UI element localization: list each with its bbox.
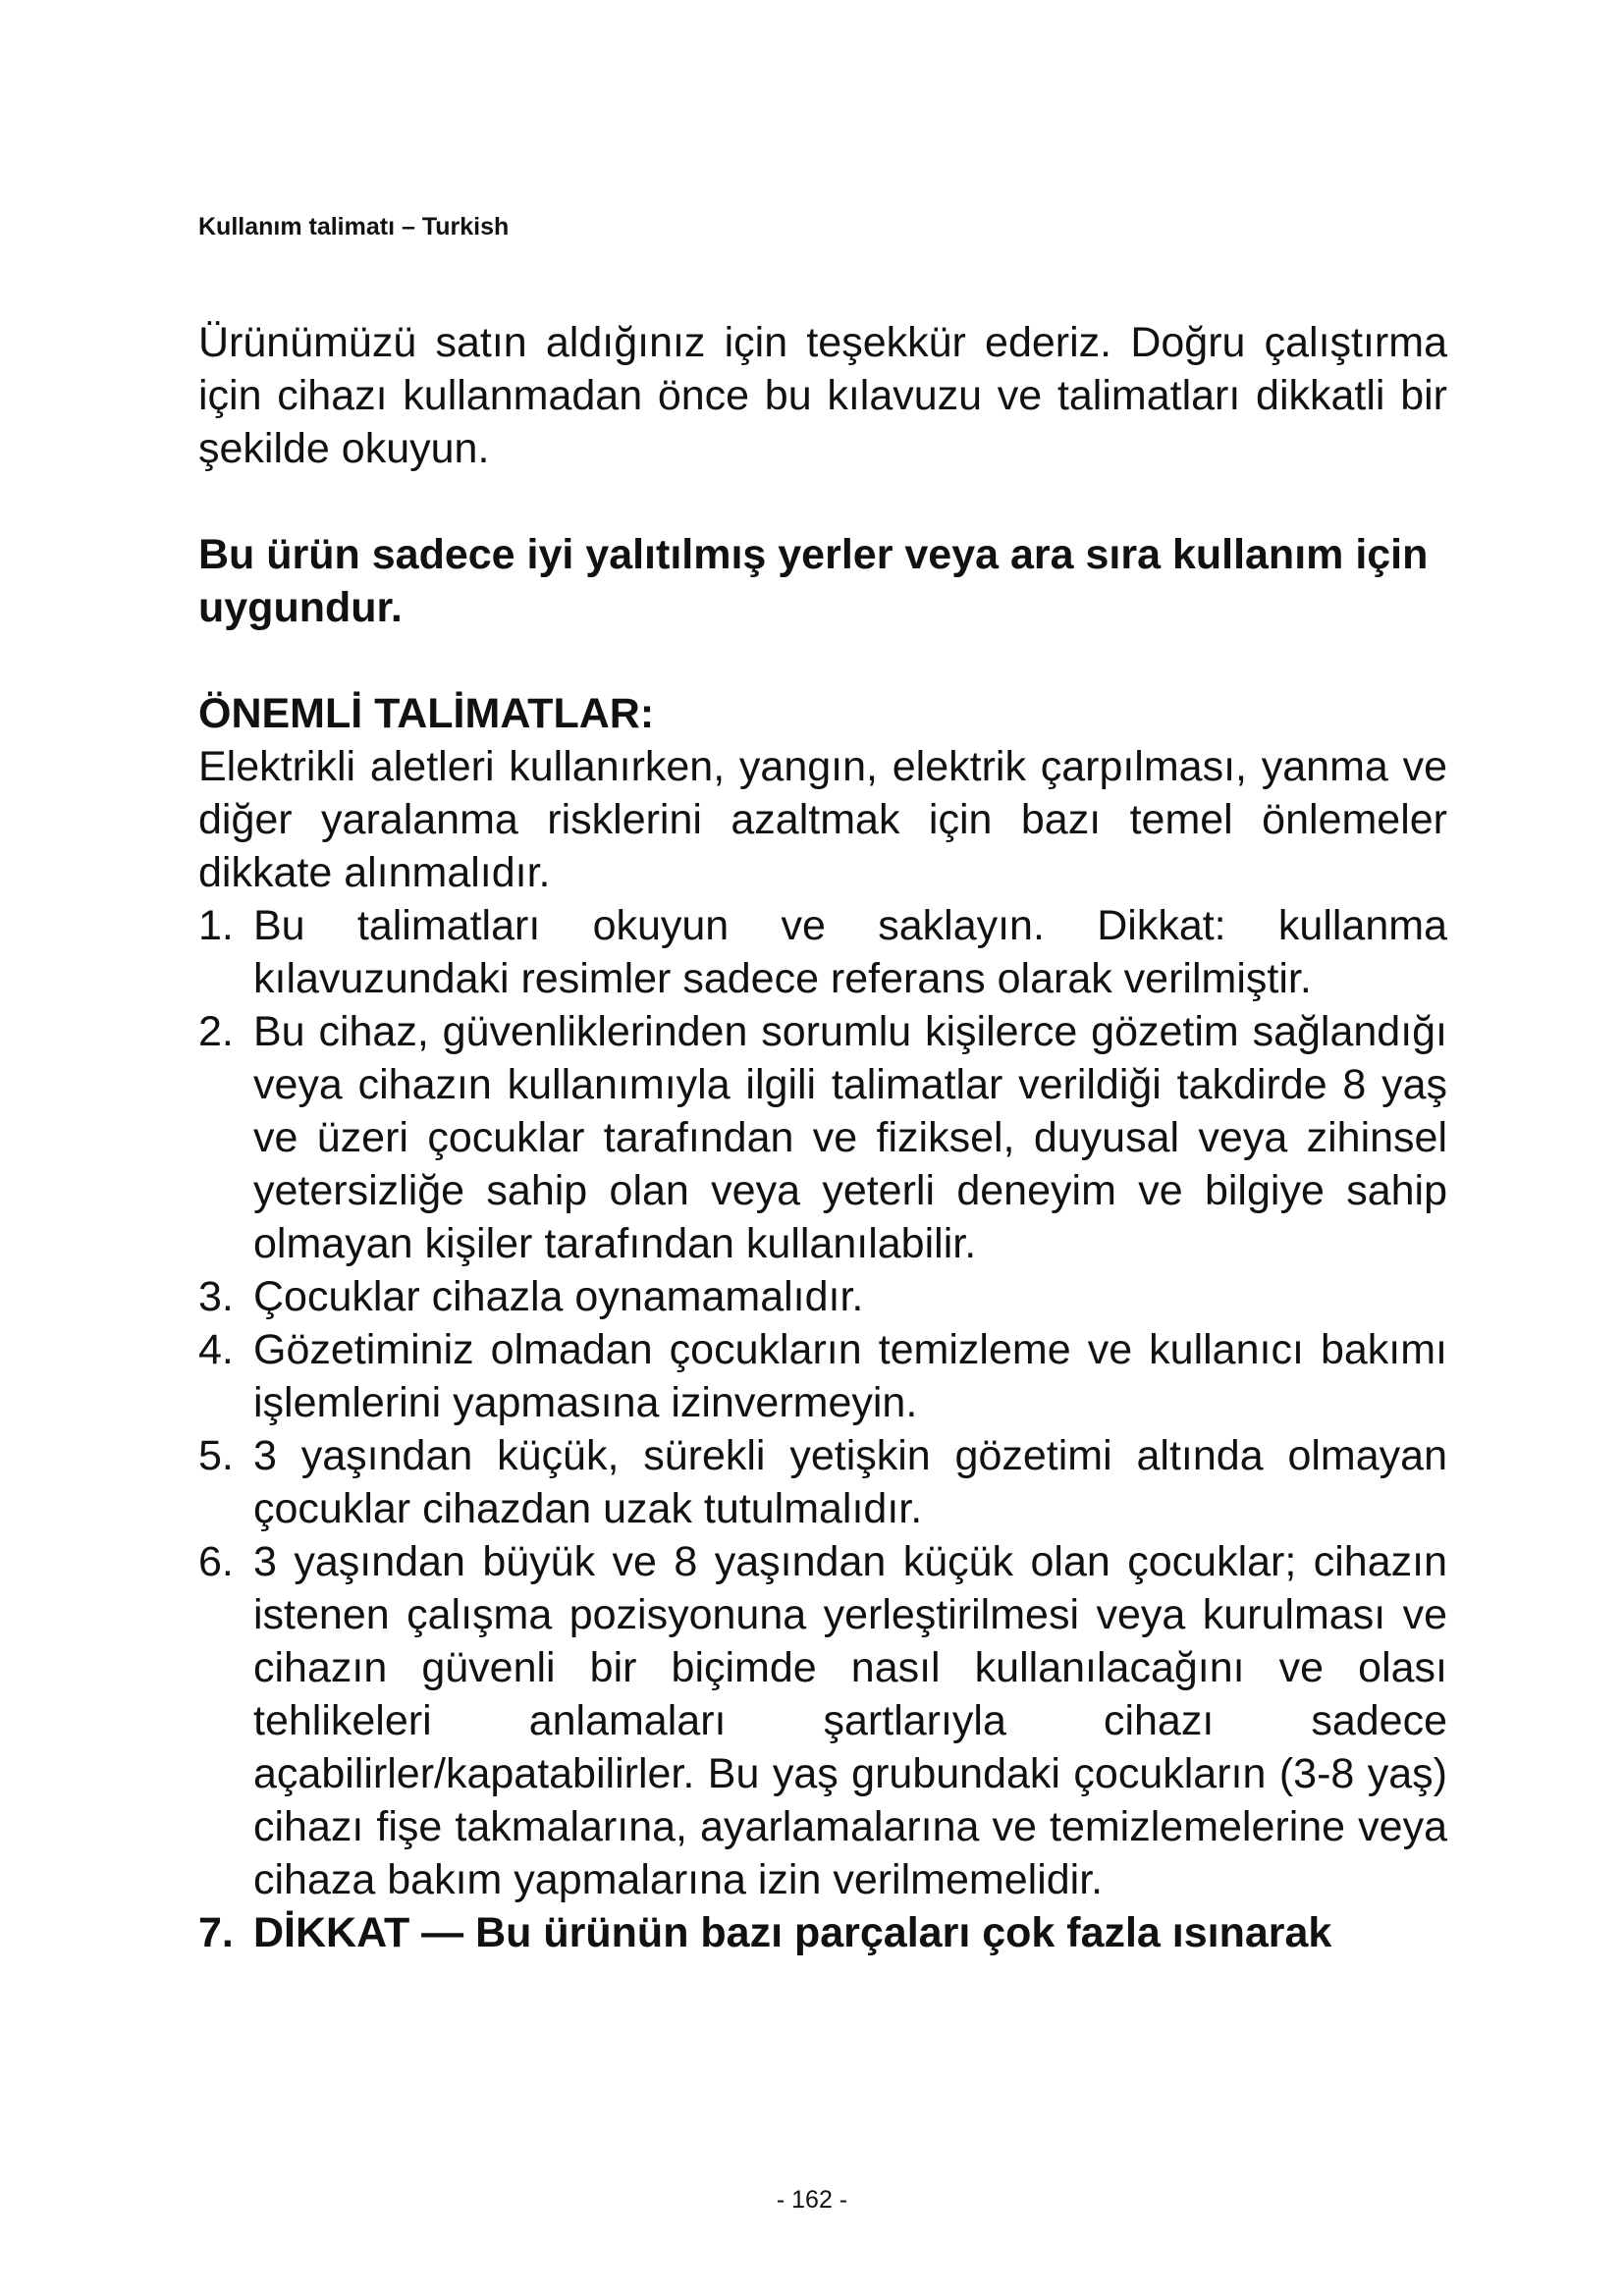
- list-item: [198, 1535, 1447, 1906]
- list-item-text: Bu cihaz, güvenliklerinden sorumlu kişilerce gözetim sağlandığı veya cihazın kullanımıyla ilgili talimatlar verildiği takdirde 8 yaş ve üzeri çocuklar tarafından ve fiziksel, duyusal veya zihinsel yetersizliğe sahip olan veya yeterli deneyim ve bilgiye sahip olmayan kişiler tarafından kullanılabilir.: [253, 1008, 1447, 1267]
- list-item: [198, 1323, 1447, 1429]
- list-item-text: Çocuklar cihazla oynamamalıdır.: [253, 1273, 864, 1320]
- list-item-text: 3 yaşından büyük ve 8 yaşından küçük olan çocuklar; cihazın istenen çalışma pozisyonuna yerleştirilmesi veya kurulması ve cihazın güvenli bir biçimde nasıl kullanılacağını ve olası tehlikeleri anlamaları şartlarıyla cihazı sadece açabilirler/kapatabilirler. Bu yaş grubundaki çocukların (3-8 yaş) cihazı fişe takmalarına, ayarlamalarına ve temizlemelerine veya cihaza bakım yapmalarına izin verilmemelidir.: [253, 1538, 1447, 1903]
- document-body: [198, 316, 1447, 1959]
- usage-notice: Bu ürün sadece iyi yalıtılmış yerler veya ara sıra kullanım için uygundur.: [198, 531, 1429, 631]
- list-item-number: 4.: [198, 1326, 234, 1373]
- list-item-text: Bu talimatları okuyun ve saklayın. Dikkat: kullanma kılavuzundaki resimler sadece referans olarak verilmiştir.: [253, 902, 1447, 1002]
- list-item-text: 3 yaşından küçük, sürekli yetişkin gözetimi altında olmayan çocuklar cihazdan uzak tutulmalıdır.: [253, 1432, 1447, 1532]
- list-item-number: 5.: [198, 1432, 234, 1479]
- instruction-list: [198, 899, 1447, 1959]
- section-heading: ÖNEMLİ TALİMATLAR:: [198, 690, 655, 737]
- list-item-warning: [198, 1906, 1447, 1959]
- document-header: Kullanım talimatı – Turkish: [198, 213, 510, 240]
- spacer: [198, 475, 1447, 528]
- spacer: [198, 634, 1447, 687]
- list-item-number: 2.: [198, 1008, 234, 1055]
- list-item-number: 6.: [198, 1538, 234, 1585]
- list-item-text: Gözetiminiz olmadan çocukların temizleme ve kullanıcı bakımı işlemlerini yapmasına izinvermeyin.: [253, 1326, 1447, 1426]
- page-number: - 162 -: [776, 2186, 848, 2214]
- list-item-number: 3.: [198, 1273, 234, 1320]
- list-item: [198, 1270, 1447, 1323]
- list-item-number: 7.: [198, 1909, 234, 1956]
- list-item-text: DİKKAT — Bu ürünün bazı parçaları çok fazla ısınarak: [253, 1909, 1332, 1956]
- list-item: [198, 899, 1447, 1005]
- list-item: [198, 1429, 1447, 1535]
- section-intro: Elektrikli aletleri kullanırken, yangın, elektrik çarpılması, yanma ve diğer yaralanma risklerini azaltmak için bazı temel önlemeler dikkate alınmalıdır.: [198, 743, 1447, 896]
- intro-paragraph: Ürünümüzü satın aldığınız için teşekkür ederiz. Doğru çalıştırma için cihazı kullanmadan önce bu kılavuzu ve talimatları dikkatli bir şekilde okuyun.: [198, 319, 1447, 472]
- list-item-number: 1.: [198, 902, 234, 949]
- list-item: [198, 1005, 1447, 1270]
